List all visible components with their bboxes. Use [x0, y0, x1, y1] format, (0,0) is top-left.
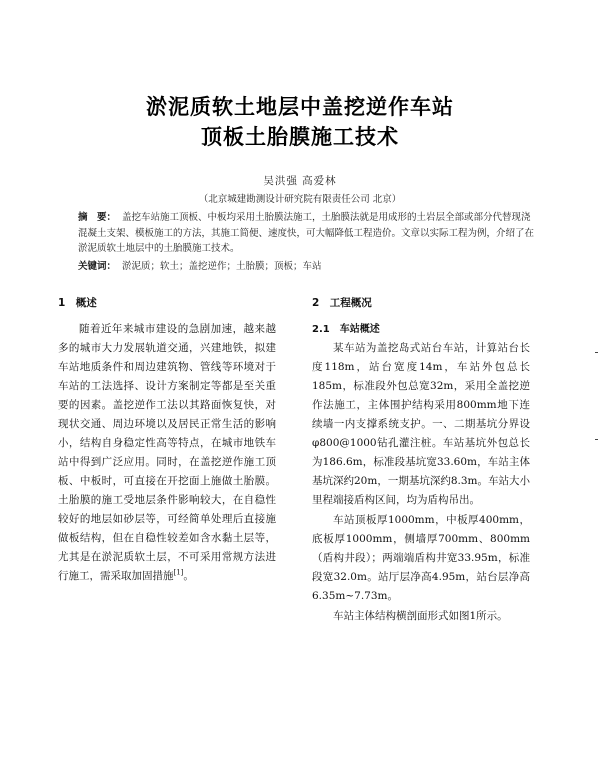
section-1-paragraph: [58, 320, 276, 586]
section-2-1-heading: 2.1 车站概述: [312, 324, 380, 335]
section-1-text: 随着近年来城市建设的急剧加速，越来越多的城市大力发展轨道交通，兴建地铁，拟建车站地质条件和周边建筑物、管线等环境对于车站的工法选择、设计方案制定等都是至关重要的因素。盖挖逆作工法以其路面恢复快，对现状交通、周边环境以及居民正常生活的影响小，结构自身稳定性高等特点，在城市地铁车站中得到广泛应用。同时，在盖挖逆作施工顶板、中板时，可直接在开挖面上施做土胎膜。土胎膜的施工受地层条件影响较大，在自稳性较好的地层如砂层等，可经简单处理后直接施做板结构，但在自稳性较差如含水黏土层等，尤其是在淤泥质软土层，不可采用常规方法进行施工，需采取加固措施: [58, 323, 276, 582]
affiliation: （北京城建勘测设计研究院有限责任公司 北京）: [198, 194, 402, 205]
section-1-text-end: 。: [183, 570, 194, 582]
section-2-1-paragraph-3: 车站主体结构横剖面形式如图1所示。: [333, 610, 508, 622]
paper-title-line-2: 顶板土胎膜施工技术: [201, 125, 399, 149]
keywords: [78, 259, 540, 275]
paper-title-line-1: 淤泥质软土地层中盖挖逆作车站: [146, 95, 454, 119]
authors: 吴洪强 高爱林: [263, 175, 337, 187]
abstract: [78, 210, 540, 257]
section-1-heading: 1 概述: [58, 297, 97, 309]
abstract-label: 摘 要：: [78, 212, 117, 223]
left-column: [58, 295, 276, 586]
section-2-1-paragraph-2: 车站顶板厚1000mm，中板厚400mm，底板厚1000mm，侧墙厚700mm、800mm（盾构井段）；两端端盾构井宽33.95m，标准段宽32.0m。站厅层净高4.95m，站台层净高6.35m~7.73m。: [312, 514, 530, 602]
section-2-heading: 2 工程概况: [312, 297, 372, 309]
margin-mark: [595, 439, 598, 440]
keywords-text: 淤泥质；软土；盖挖逆作；土胎膜；顶板；车站: [122, 261, 322, 272]
section-2-1-paragraph-1: 某车站为盖挖岛式站台车站，计算站台长度118m，站台宽度14m，车站外包总长185m，标准段外包总宽32m，采用全盖挖逆作法施工，主体围护结构采用800mm地下连续墙一内支撑系统支护。一、二期基坑分界设φ800@1000钻孔灌注桩。车站基坑外包总长为186.6m，标准段基坑宽33.60m，车站主体基坑深约20m，一期基坑深约8.3m。车站大小里程端接盾构区间，均为盾构吊出。: [312, 342, 530, 506]
keywords-label: 关键词：: [78, 261, 117, 272]
citation-ref: [1]: [173, 568, 184, 577]
margin-mark: [595, 352, 598, 353]
abstract-text: 盖挖车站施工顶板、中板均采用土胎膜法施工，土胎膜法就是用成形的土岩层全部或部分代替现浇混凝土支架、模板施工的方法，其施工简便、速度快，可大幅降低工程造价。文章以实际工程为例，介绍了在淤泥质软土地层中的土胎膜施工技术。: [78, 212, 535, 254]
right-column: [312, 295, 530, 626]
